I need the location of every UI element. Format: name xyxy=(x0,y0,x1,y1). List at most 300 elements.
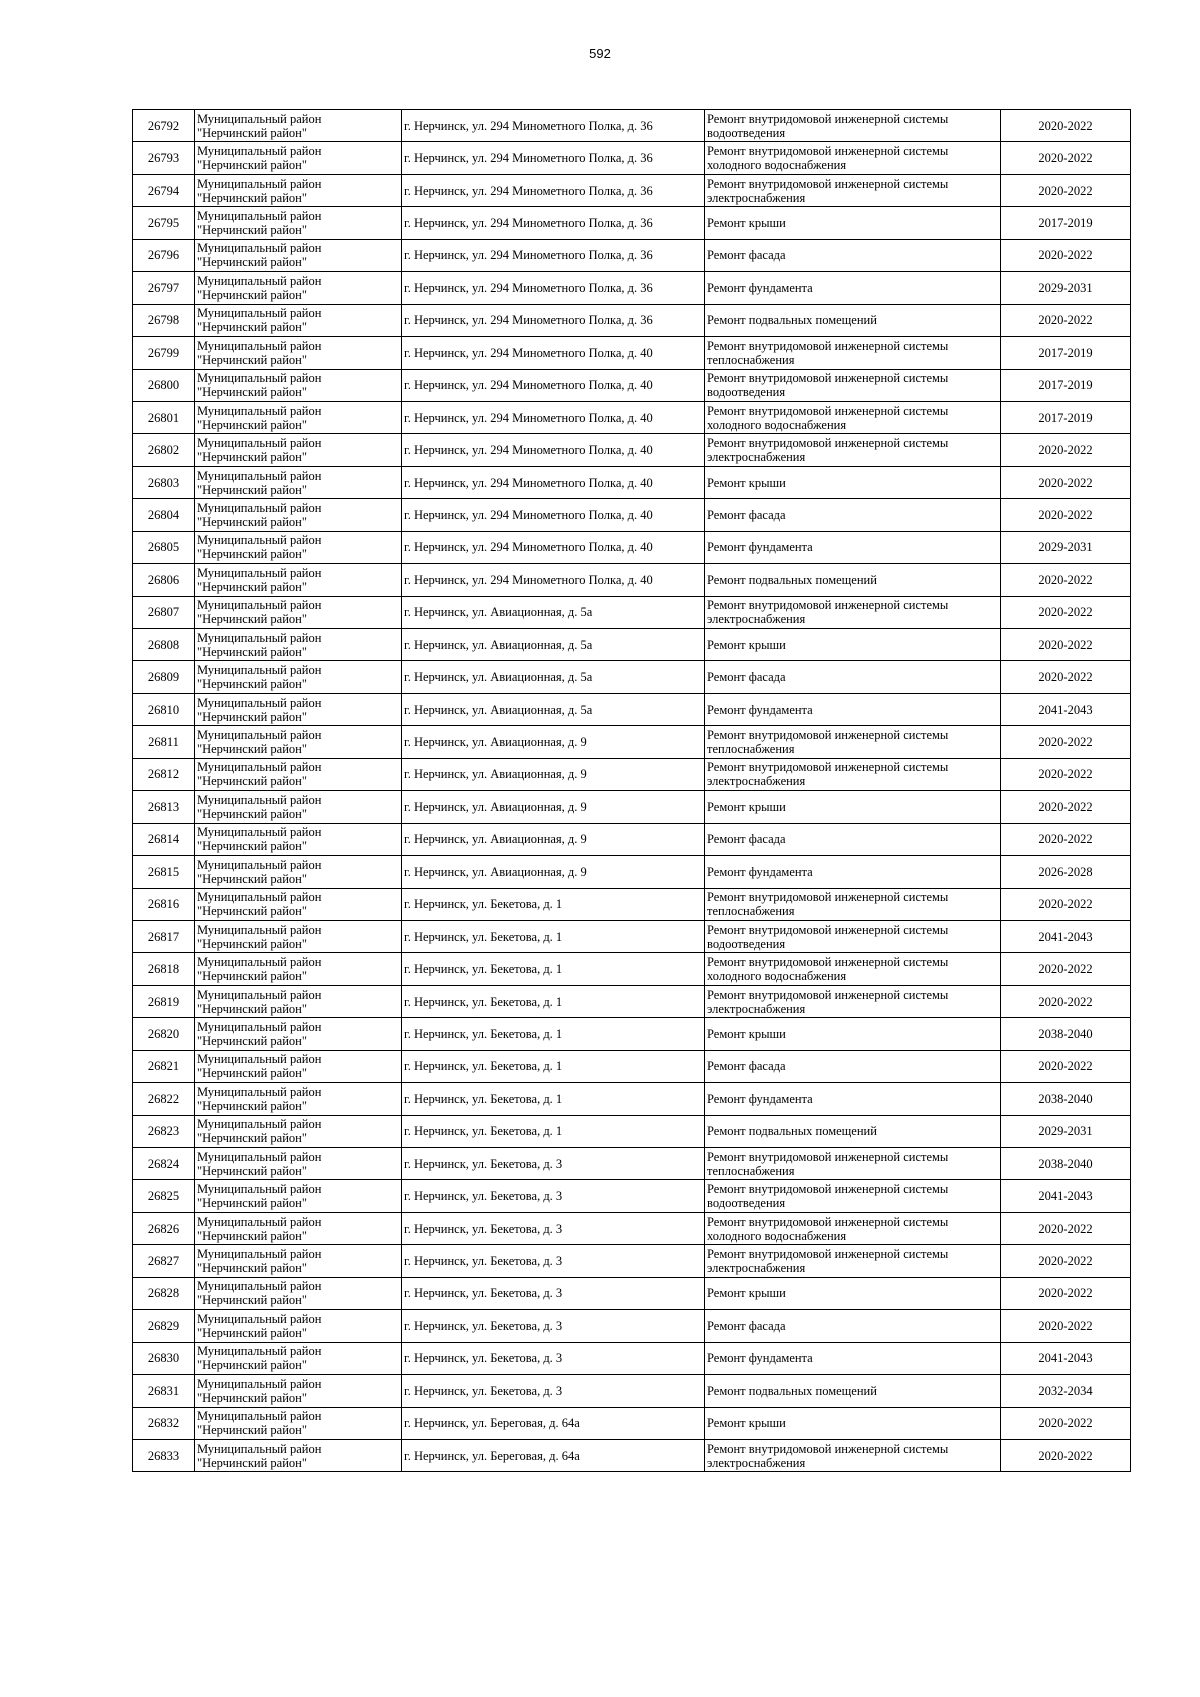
municipality-cell xyxy=(195,207,402,239)
work-type-cell xyxy=(705,369,1001,401)
period-cell: 2029-2031 xyxy=(1001,531,1131,563)
municipality-line: Муниципальный район xyxy=(197,630,322,645)
work-type-line: Ремонт крыши xyxy=(707,1416,786,1431)
work-type-line: водоотведения xyxy=(707,936,786,951)
municipality-line: "Нерчинский район" xyxy=(197,320,307,335)
address-cell: г. Нерчинск, ул. Бекетова, д. 1 xyxy=(402,1083,705,1115)
work-type-line: Ремонт внутридомовой инженерной системы xyxy=(707,922,949,937)
address-cell: г. Нерчинск, ул. 294 Минометного Полка, д. 40 xyxy=(402,531,705,563)
address-cell: г. Нерчинск, ул. 294 Минометного Полка, д. 36 xyxy=(402,110,705,142)
work-type-line: теплоснабжения xyxy=(707,352,795,367)
work-type-line: Ремонт фундамента xyxy=(707,702,813,717)
table-row xyxy=(133,239,1131,271)
work-type-line: электроснабжения xyxy=(707,1455,806,1470)
address-cell: г. Нерчинск, ул. Авиационная, д. 5а xyxy=(402,629,705,661)
period-cell: 2020-2022 xyxy=(1001,823,1131,855)
period-cell: 2020-2022 xyxy=(1001,661,1131,693)
municipality-cell xyxy=(195,1439,402,1471)
address-cell: г. Нерчинск, ул. Авиационная, д. 5а xyxy=(402,693,705,725)
work-type-line: водоотведения xyxy=(707,1196,786,1211)
municipality-line: "Нерчинский район" xyxy=(197,774,307,789)
address-cell: г. Нерчинск, ул. Бекетова, д. 3 xyxy=(402,1212,705,1244)
period-cell: 2020-2022 xyxy=(1001,1407,1131,1439)
municipality-line: "Нерчинский район" xyxy=(197,1325,307,1340)
table-row xyxy=(133,174,1131,206)
municipality-line: "Нерчинский район" xyxy=(197,579,307,594)
address-cell: г. Нерчинск, ул. Бекетова, д. 1 xyxy=(402,888,705,920)
municipality-line: Муниципальный район xyxy=(197,306,322,321)
municipality-line: "Нерчинский район" xyxy=(197,1358,307,1373)
row-number-cell: 26830 xyxy=(133,1342,195,1374)
municipality-line: "Нерчинский район" xyxy=(197,1228,307,1243)
row-number-cell: 26797 xyxy=(133,272,195,304)
table-row xyxy=(133,1277,1131,1309)
address-cell: г. Нерчинск, ул. Бекетова, д. 1 xyxy=(402,1115,705,1147)
municipality-cell xyxy=(195,1050,402,1082)
work-type-cell xyxy=(705,1083,1001,1115)
period-cell: 2020-2022 xyxy=(1001,726,1131,758)
municipality-line: "Нерчинский район" xyxy=(197,936,307,951)
table-row xyxy=(133,985,1131,1017)
table-row xyxy=(133,920,1131,952)
municipality-line: Муниципальный район xyxy=(197,825,322,840)
row-number-cell: 26811 xyxy=(133,726,195,758)
row-number-cell: 26820 xyxy=(133,1018,195,1050)
table-row xyxy=(133,337,1131,369)
municipality-line: "Нерчинский район" xyxy=(197,1455,307,1470)
municipality-line: "Нерчинский район" xyxy=(197,190,307,205)
work-type-line: Ремонт фасада xyxy=(707,507,786,522)
work-type-line: теплоснабжения xyxy=(707,1163,795,1178)
municipality-line: Муниципальный район xyxy=(197,1052,322,1067)
period-cell: 2029-2031 xyxy=(1001,1115,1131,1147)
work-type-line: Ремонт подвальных помещений xyxy=(707,1383,877,1398)
municipality-line: "Нерчинский район" xyxy=(197,223,307,238)
row-number-cell: 26800 xyxy=(133,369,195,401)
municipality-line: "Нерчинский район" xyxy=(197,417,307,432)
row-number-cell: 26831 xyxy=(133,1375,195,1407)
municipality-line: Муниципальный район xyxy=(197,1019,322,1034)
period-cell: 2020-2022 xyxy=(1001,434,1131,466)
work-type-cell xyxy=(705,531,1001,563)
work-type-line: электроснабжения xyxy=(707,774,806,789)
table-row xyxy=(133,1375,1131,1407)
work-type-line: холодного водоснабжения xyxy=(707,158,847,173)
municipality-line: Муниципальный район xyxy=(197,1279,322,1294)
work-type-line: Ремонт фасада xyxy=(707,670,786,685)
municipality-cell xyxy=(195,888,402,920)
work-type-line: теплоснабжения xyxy=(707,742,795,757)
municipality-line: Муниципальный район xyxy=(197,598,322,613)
work-type-line: холодного водоснабжения xyxy=(707,417,847,432)
table-row xyxy=(133,304,1131,336)
municipality-cell xyxy=(195,693,402,725)
period-cell: 2020-2022 xyxy=(1001,174,1131,206)
row-number-cell: 26807 xyxy=(133,596,195,628)
municipality-line: "Нерчинский район" xyxy=(197,871,307,886)
municipality-line: Муниципальный район xyxy=(197,565,322,580)
address-cell: г. Нерчинск, ул. Авиационная, д. 9 xyxy=(402,758,705,790)
period-cell: 2041-2043 xyxy=(1001,920,1131,952)
municipality-cell xyxy=(195,953,402,985)
row-number-cell: 26803 xyxy=(133,466,195,498)
municipality-line: Муниципальный район xyxy=(197,1149,322,1164)
municipality-line: Муниципальный район xyxy=(197,1084,322,1099)
municipality-line: "Нерчинский район" xyxy=(197,612,307,627)
row-number-cell: 26824 xyxy=(133,1148,195,1180)
period-cell: 2020-2022 xyxy=(1001,1277,1131,1309)
work-type-cell xyxy=(705,466,1001,498)
address-cell: г. Нерчинск, ул. Бекетова, д. 3 xyxy=(402,1375,705,1407)
period-cell: 2020-2022 xyxy=(1001,1310,1131,1342)
municipality-line: Муниципальный район xyxy=(197,144,322,159)
municipality-line: "Нерчинский район" xyxy=(197,158,307,173)
row-number-cell: 26809 xyxy=(133,661,195,693)
work-type-cell xyxy=(705,791,1001,823)
address-cell: г. Нерчинск, ул. Бекетова, д. 3 xyxy=(402,1310,705,1342)
period-cell: 2020-2022 xyxy=(1001,466,1131,498)
period-cell: 2020-2022 xyxy=(1001,1439,1131,1471)
table-body xyxy=(133,110,1131,1472)
municipality-cell xyxy=(195,661,402,693)
row-number-cell: 26817 xyxy=(133,920,195,952)
row-number-cell: 26802 xyxy=(133,434,195,466)
row-number-cell: 26827 xyxy=(133,1245,195,1277)
table-row xyxy=(133,499,1131,531)
work-type-cell xyxy=(705,888,1001,920)
table-row xyxy=(133,564,1131,596)
row-number-cell: 26833 xyxy=(133,1439,195,1471)
address-cell: г. Нерчинск, ул. Бекетова, д. 3 xyxy=(402,1245,705,1277)
work-type-cell xyxy=(705,693,1001,725)
address-cell: г. Нерчинск, ул. Бекетова, д. 3 xyxy=(402,1277,705,1309)
municipality-cell xyxy=(195,1277,402,1309)
row-number-cell: 26793 xyxy=(133,142,195,174)
row-number-cell: 26792 xyxy=(133,110,195,142)
table-row xyxy=(133,1245,1131,1277)
period-cell: 2020-2022 xyxy=(1001,888,1131,920)
table-row xyxy=(133,888,1131,920)
municipality-cell xyxy=(195,499,402,531)
row-number-cell: 26826 xyxy=(133,1212,195,1244)
work-type-cell xyxy=(705,337,1001,369)
work-type-cell xyxy=(705,142,1001,174)
work-type-cell xyxy=(705,401,1001,433)
period-cell: 2041-2043 xyxy=(1001,1342,1131,1374)
work-type-line: Ремонт внутридомовой инженерной системы xyxy=(707,1149,949,1164)
municipality-line: Муниципальный район xyxy=(197,241,322,256)
work-type-cell xyxy=(705,1115,1001,1147)
municipality-line: "Нерчинский район" xyxy=(197,1098,307,1113)
work-type-line: Ремонт внутридомовой инженерной системы xyxy=(707,955,949,970)
row-number-cell: 26798 xyxy=(133,304,195,336)
work-type-line: холодного водоснабжения xyxy=(707,1228,847,1243)
table-row xyxy=(133,1050,1131,1082)
period-cell: 2032-2034 xyxy=(1001,1375,1131,1407)
row-number-cell: 26794 xyxy=(133,174,195,206)
work-type-cell xyxy=(705,1407,1001,1439)
address-cell: г. Нерчинск, ул. 294 Минометного Полка, д. 36 xyxy=(402,272,705,304)
municipality-line: Муниципальный район xyxy=(197,1344,322,1359)
municipality-line: Муниципальный район xyxy=(197,500,322,515)
municipality-cell xyxy=(195,1245,402,1277)
municipality-cell xyxy=(195,985,402,1017)
municipality-line: "Нерчинский район" xyxy=(197,709,307,724)
table-row xyxy=(133,953,1131,985)
work-type-line: Ремонт внутридомовой инженерной системы xyxy=(707,760,949,775)
work-type-cell xyxy=(705,661,1001,693)
municipality-cell xyxy=(195,272,402,304)
municipality-cell xyxy=(195,1212,402,1244)
address-cell: г. Нерчинск, ул. 294 Минометного Полка, д. 40 xyxy=(402,401,705,433)
row-number-cell: 26825 xyxy=(133,1180,195,1212)
municipality-cell xyxy=(195,466,402,498)
table-row xyxy=(133,1342,1131,1374)
address-cell: г. Нерчинск, ул. 294 Минометного Полка, д. 36 xyxy=(402,304,705,336)
period-cell: 2020-2022 xyxy=(1001,110,1131,142)
period-cell: 2020-2022 xyxy=(1001,499,1131,531)
table-row xyxy=(133,1212,1131,1244)
municipality-cell xyxy=(195,758,402,790)
municipality-line: Муниципальный район xyxy=(197,533,322,548)
row-number-cell: 26822 xyxy=(133,1083,195,1115)
address-cell: г. Нерчинск, ул. Авиационная, д. 5а xyxy=(402,661,705,693)
row-number-cell: 26818 xyxy=(133,953,195,985)
municipality-cell xyxy=(195,142,402,174)
municipality-line: Муниципальный район xyxy=(197,987,322,1002)
table-row xyxy=(133,1148,1131,1180)
municipality-cell xyxy=(195,531,402,563)
address-cell: г. Нерчинск, ул. 294 Минометного Полка, д. 40 xyxy=(402,337,705,369)
work-type-line: Ремонт крыши xyxy=(707,799,786,814)
work-type-line: Ремонт крыши xyxy=(707,637,786,652)
work-type-line: Ремонт внутридомовой инженерной системы xyxy=(707,598,949,613)
work-type-line: Ремонт крыши xyxy=(707,216,786,231)
address-cell: г. Нерчинск, ул. 294 Минометного Полка, д. 40 xyxy=(402,499,705,531)
municipality-line: Муниципальный район xyxy=(197,955,322,970)
period-cell: 2020-2022 xyxy=(1001,953,1131,985)
municipality-line: Муниципальный район xyxy=(197,403,322,418)
period-cell: 2020-2022 xyxy=(1001,304,1131,336)
municipality-line: Муниципальный район xyxy=(197,371,322,386)
municipality-cell xyxy=(195,304,402,336)
period-cell: 2020-2022 xyxy=(1001,985,1131,1017)
work-type-cell xyxy=(705,304,1001,336)
work-type-line: Ремонт подвальных помещений xyxy=(707,1124,877,1139)
work-type-line: Ремонт крыши xyxy=(707,1286,786,1301)
address-cell: г. Нерчинск, ул. 294 Минометного Полка, д. 40 xyxy=(402,369,705,401)
municipality-line: Муниципальный район xyxy=(197,176,322,191)
municipality-line: "Нерчинский район" xyxy=(197,969,307,984)
period-cell: 2020-2022 xyxy=(1001,596,1131,628)
municipality-line: "Нерчинский район" xyxy=(197,385,307,400)
municipality-line: "Нерчинский район" xyxy=(197,1196,307,1211)
address-cell: г. Нерчинск, ул. 294 Минометного Полка, д. 40 xyxy=(402,466,705,498)
municipality-line: "Нерчинский район" xyxy=(197,1293,307,1308)
table-row xyxy=(133,369,1131,401)
municipality-line: "Нерчинский район" xyxy=(197,677,307,692)
municipality-cell xyxy=(195,726,402,758)
work-type-line: Ремонт фасада xyxy=(707,248,786,263)
table-row xyxy=(133,726,1131,758)
municipality-cell xyxy=(195,1083,402,1115)
row-number-cell: 26806 xyxy=(133,564,195,596)
period-cell: 2020-2022 xyxy=(1001,239,1131,271)
work-type-cell xyxy=(705,1180,1001,1212)
municipality-line: Муниципальный район xyxy=(197,338,322,353)
work-type-line: водоотведения xyxy=(707,125,786,140)
municipality-cell xyxy=(195,791,402,823)
work-type-line: Ремонт фундамента xyxy=(707,1091,813,1106)
address-cell: г. Нерчинск, ул. Бекетова, д. 3 xyxy=(402,1342,705,1374)
table-row xyxy=(133,791,1131,823)
work-type-cell xyxy=(705,1212,1001,1244)
row-number-cell: 26805 xyxy=(133,531,195,563)
municipality-line: Муниципальный район xyxy=(197,760,322,775)
municipality-line: "Нерчинский район" xyxy=(197,1163,307,1178)
address-cell: г. Нерчинск, ул. 294 Минометного Полка, д. 40 xyxy=(402,564,705,596)
work-type-cell xyxy=(705,596,1001,628)
table-row xyxy=(133,1018,1131,1050)
work-type-line: холодного водоснабжения xyxy=(707,969,847,984)
work-type-line: Ремонт внутридомовой инженерной системы xyxy=(707,403,949,418)
table-row xyxy=(133,1439,1131,1471)
municipality-line: Муниципальный район xyxy=(197,1311,322,1326)
table-row xyxy=(133,434,1131,466)
address-cell: г. Нерчинск, ул. Бекетова, д. 1 xyxy=(402,985,705,1017)
address-cell: г. Нерчинск, ул. Авиационная, д. 9 xyxy=(402,856,705,888)
address-cell: г. Нерчинск, ул. 294 Минометного Полка, д. 40 xyxy=(402,434,705,466)
municipality-cell xyxy=(195,1310,402,1342)
work-type-line: Ремонт внутридомовой инженерной системы xyxy=(707,1441,949,1456)
address-cell: г. Нерчинск, ул. 294 Минометного Полка, д. 36 xyxy=(402,174,705,206)
row-number-cell: 26832 xyxy=(133,1407,195,1439)
work-type-cell xyxy=(705,272,1001,304)
row-number-cell: 26819 xyxy=(133,985,195,1017)
row-number-cell: 26810 xyxy=(133,693,195,725)
municipality-line: Муниципальный район xyxy=(197,1441,322,1456)
work-type-cell xyxy=(705,823,1001,855)
period-cell: 2017-2019 xyxy=(1001,401,1131,433)
page-number: 592 xyxy=(589,46,611,61)
municipality-line: Муниципальный район xyxy=(197,1247,322,1262)
municipality-line: "Нерчинский район" xyxy=(197,1390,307,1405)
municipality-cell xyxy=(195,174,402,206)
address-cell: г. Нерчинск, ул. Бекетова, д. 1 xyxy=(402,1018,705,1050)
period-cell: 2020-2022 xyxy=(1001,1245,1131,1277)
work-type-cell xyxy=(705,985,1001,1017)
work-type-line: Ремонт внутридомовой инженерной системы xyxy=(707,1247,949,1262)
work-type-line: Ремонт крыши xyxy=(707,1026,786,1041)
table-row xyxy=(133,823,1131,855)
row-number-cell: 26801 xyxy=(133,401,195,433)
municipality-cell xyxy=(195,1115,402,1147)
work-type-line: Ремонт внутридомовой инженерной системы xyxy=(707,728,949,743)
municipality-line: "Нерчинский район" xyxy=(197,255,307,270)
municipality-cell xyxy=(195,920,402,952)
work-type-cell xyxy=(705,1148,1001,1180)
work-type-cell xyxy=(705,1245,1001,1277)
work-type-cell xyxy=(705,564,1001,596)
work-type-cell xyxy=(705,499,1001,531)
address-cell: г. Нерчинск, ул. Бекетова, д. 1 xyxy=(402,1050,705,1082)
period-cell: 2017-2019 xyxy=(1001,337,1131,369)
period-cell: 2017-2019 xyxy=(1001,369,1131,401)
municipality-line: "Нерчинский район" xyxy=(197,1423,307,1438)
table-row xyxy=(133,531,1131,563)
municipality-line: Муниципальный район xyxy=(197,273,322,288)
period-cell: 2038-2040 xyxy=(1001,1148,1131,1180)
municipality-cell xyxy=(195,401,402,433)
table-row xyxy=(133,401,1131,433)
municipality-line: Муниципальный район xyxy=(197,468,322,483)
period-cell: 2020-2022 xyxy=(1001,564,1131,596)
municipality-line: "Нерчинский район" xyxy=(197,287,307,302)
work-type-line: Ремонт фундамента xyxy=(707,540,813,555)
address-cell: г. Нерчинск, ул. Авиационная, д. 9 xyxy=(402,823,705,855)
row-number-cell: 26813 xyxy=(133,791,195,823)
municipality-cell xyxy=(195,856,402,888)
municipality-line: Муниципальный район xyxy=(197,1117,322,1132)
work-type-cell xyxy=(705,1018,1001,1050)
municipality-cell xyxy=(195,239,402,271)
repair-schedule-table xyxy=(132,109,1131,1472)
address-cell: г. Нерчинск, ул. Береговая, д. 64а xyxy=(402,1439,705,1471)
municipality-line: Муниципальный район xyxy=(197,695,322,710)
work-type-line: Ремонт подвальных помещений xyxy=(707,313,877,328)
municipality-cell xyxy=(195,1018,402,1050)
municipality-line: "Нерчинский район" xyxy=(197,125,307,140)
address-cell: г. Нерчинск, ул. Береговая, д. 64а xyxy=(402,1407,705,1439)
work-type-cell xyxy=(705,1050,1001,1082)
row-number-cell: 26804 xyxy=(133,499,195,531)
period-cell: 2041-2043 xyxy=(1001,693,1131,725)
work-type-cell xyxy=(705,1277,1001,1309)
work-type-line: Ремонт внутридомовой инженерной системы xyxy=(707,144,949,159)
address-cell: г. Нерчинск, ул. Бекетова, д. 1 xyxy=(402,920,705,952)
work-type-cell xyxy=(705,856,1001,888)
work-type-cell xyxy=(705,207,1001,239)
work-type-line: Ремонт фасада xyxy=(707,832,786,847)
table-row xyxy=(133,207,1131,239)
work-type-cell xyxy=(705,434,1001,466)
work-type-line: Ремонт крыши xyxy=(707,475,786,490)
municipality-line: "Нерчинский район" xyxy=(197,839,307,854)
row-number-cell: 26812 xyxy=(133,758,195,790)
work-type-line: Ремонт фундамента xyxy=(707,280,813,295)
municipality-line: Муниципальный район xyxy=(197,890,322,905)
table-row xyxy=(133,758,1131,790)
municipality-line: Муниципальный район xyxy=(197,436,322,451)
work-type-cell xyxy=(705,1342,1001,1374)
address-cell: г. Нерчинск, ул. Бекетова, д. 1 xyxy=(402,953,705,985)
municipality-cell xyxy=(195,1180,402,1212)
municipality-line: Муниципальный район xyxy=(197,209,322,224)
municipality-line: Муниципальный район xyxy=(197,1214,322,1229)
work-type-cell xyxy=(705,920,1001,952)
work-type-line: электроснабжения xyxy=(707,1261,806,1276)
table-row xyxy=(133,693,1131,725)
work-type-line: водоотведения xyxy=(707,385,786,400)
period-cell: 2041-2043 xyxy=(1001,1180,1131,1212)
table-row xyxy=(133,1115,1131,1147)
table-row xyxy=(133,596,1131,628)
municipality-line: "Нерчинский район" xyxy=(197,352,307,367)
municipality-cell xyxy=(195,1148,402,1180)
work-type-line: Ремонт подвальных помещений xyxy=(707,572,877,587)
municipality-cell xyxy=(195,629,402,661)
table-row xyxy=(133,661,1131,693)
